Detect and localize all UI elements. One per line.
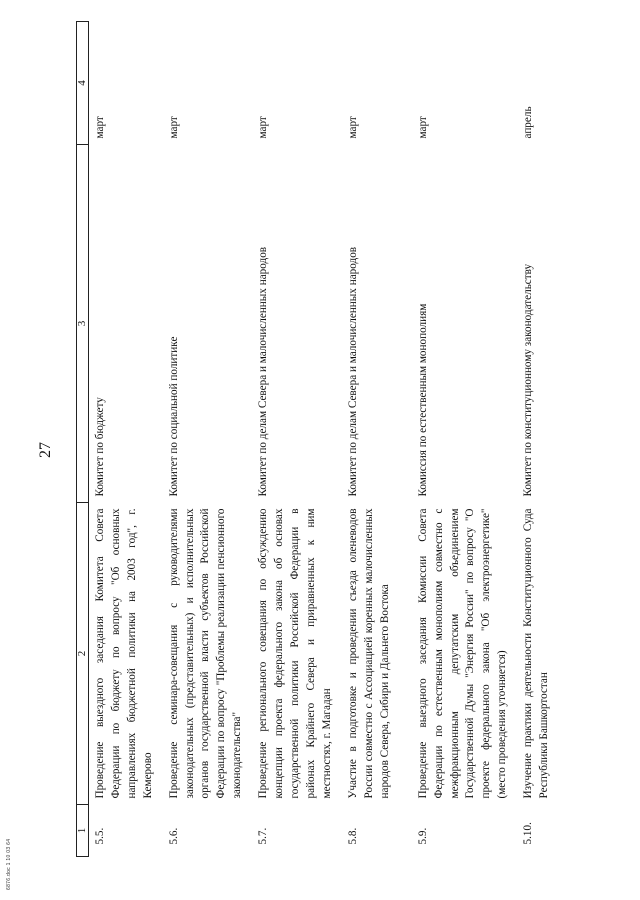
row-event: Проведение регионального совещания по обсуждению концепции проекта федерального закона об основах государственной политики Российской Федерации в районах Крайнего Севера и приравненных к ним местностях, г. Магадан	[257, 508, 333, 799]
row-month: март	[94, 116, 106, 139]
table-row	[517, 22, 565, 857]
row-month: март	[416, 116, 429, 139]
table-row	[412, 22, 517, 857]
table-row	[342, 22, 412, 857]
row-number: 5.8.	[346, 827, 359, 845]
row-number: 5.10.	[522, 822, 535, 845]
column-header-event: 2	[77, 503, 89, 805]
table-row	[163, 22, 253, 857]
table-row	[252, 22, 342, 857]
row-event: Изучение практики деятельности Конституционного Суда Республики Башкортостан	[522, 508, 551, 799]
row-number: 5.9.	[416, 827, 429, 845]
row-number: 5.7.	[257, 827, 270, 845]
row-responsible: Комитет по делам Севера и малочисленных народов	[346, 246, 359, 497]
row-event: Проведение выездного заседания Комиссии Совета Федерации по естественным монополиям совместно с межфракционным депутатским объединением Государственной Думы "Энергия России" по вопросу "О проекте федерального закона "Об электроэнергетике" (место проведения уточняется)	[416, 508, 509, 799]
row-responsible: Комитет по бюджету	[94, 397, 106, 497]
row-month: март	[346, 116, 359, 139]
row-event: Проведение выездного заседания Комитета Совета Федерации по бюджету по вопросу "Об основных направлениях бюджетной политики на 2003 год", г. Кемерово	[94, 508, 154, 799]
row-responsible: Комитет по социальной политике	[167, 336, 180, 497]
event-plan-table	[76, 21, 565, 857]
table-header-row	[77, 22, 89, 857]
row-month: март	[167, 116, 180, 139]
column-header-month: 4	[77, 22, 89, 145]
row-responsible: Комитет по делам Севера и малочисленных народов	[257, 246, 270, 497]
row-month: март	[257, 116, 270, 139]
column-header-number: 1	[77, 805, 89, 857]
column-header-responsible: 3	[77, 145, 89, 503]
row-responsible: Комиссия по естественным монополиям	[416, 303, 429, 497]
row-event: Проведение семинара-совещания с руководителями законодательных (представительных) и исполнительных органов государственной власти субъектов Российской Федерации по вопросу "Проблемы реализации пенсионного законодательства"	[167, 508, 244, 799]
row-number: 5.5.	[94, 827, 106, 845]
row-event: Участие в подготовке и проведении съезда оленеводов России совместно с Ассоциацией коренных малочисленных народов Севера, Сибири и Дальнего Востока	[346, 508, 391, 799]
table-row	[89, 22, 163, 857]
row-number: 5.6.	[167, 827, 180, 845]
row-responsible: Комитет по конституционному законодательству	[522, 263, 535, 497]
footer-code: 6876.doc 1 10 03 64	[6, 838, 12, 890]
row-month: апрель	[522, 106, 535, 139]
page-number: 27	[37, 442, 54, 458]
